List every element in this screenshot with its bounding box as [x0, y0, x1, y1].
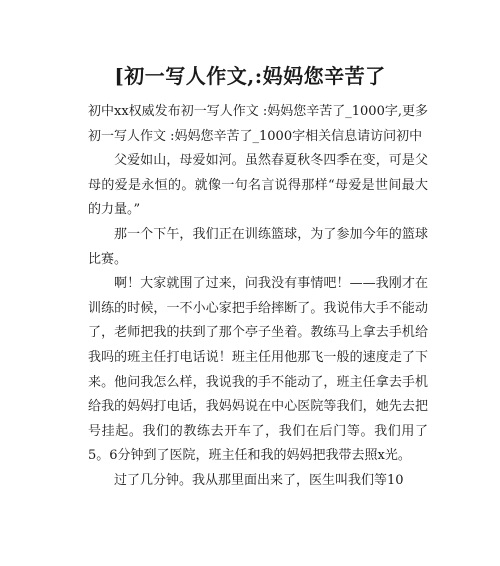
- body-paragraph: 啊！大家就围了过来，问我没有事情吧！——我刚才在训练的时候，一不小心家把手给摔断了。我说伟大手不能动了，老师把我的扶到了那个亭子坐着。教练马上拿去手机给我吗的班主任打电话说！班主任用他那飞一般的速度走了下来。他问我怎么样，我说我的手不能动了，班主任拿去手机给我的妈妈打电话，我妈妈说在中心医院等我们，她先去把号挂起。我们的教练去开车了，我们在后门等。我们用了5。6分钟到了医院，班主任和我的妈妈把我带去照x光。: [88, 276, 428, 464]
- document-body: [88, 100, 428, 494]
- intro-paragraph: 初中xx权威发布初一写人作文 :妈妈您辛苦了_1000字,更多初一写人作文 :妈妈您辛苦了_1000字相关信息请访问初中: [88, 104, 428, 144]
- body-paragraph: 那一个下午，我们正在训练篮球，为了参加今年的篮球比赛。: [88, 226, 428, 267]
- body-paragraph: 父爱如山，母爱如河。虽然春夏秋冬四季在变，可是父母的爱是永恒的。就像一句名言说得那样“母爱是世间最大的力量。”: [88, 153, 428, 218]
- document-title: [初一写人作文,:妈妈您辛苦了: [114, 64, 386, 88]
- body-paragraph: 过了几分钟。我从那里面出来了，医生叫我们等10: [114, 472, 404, 488]
